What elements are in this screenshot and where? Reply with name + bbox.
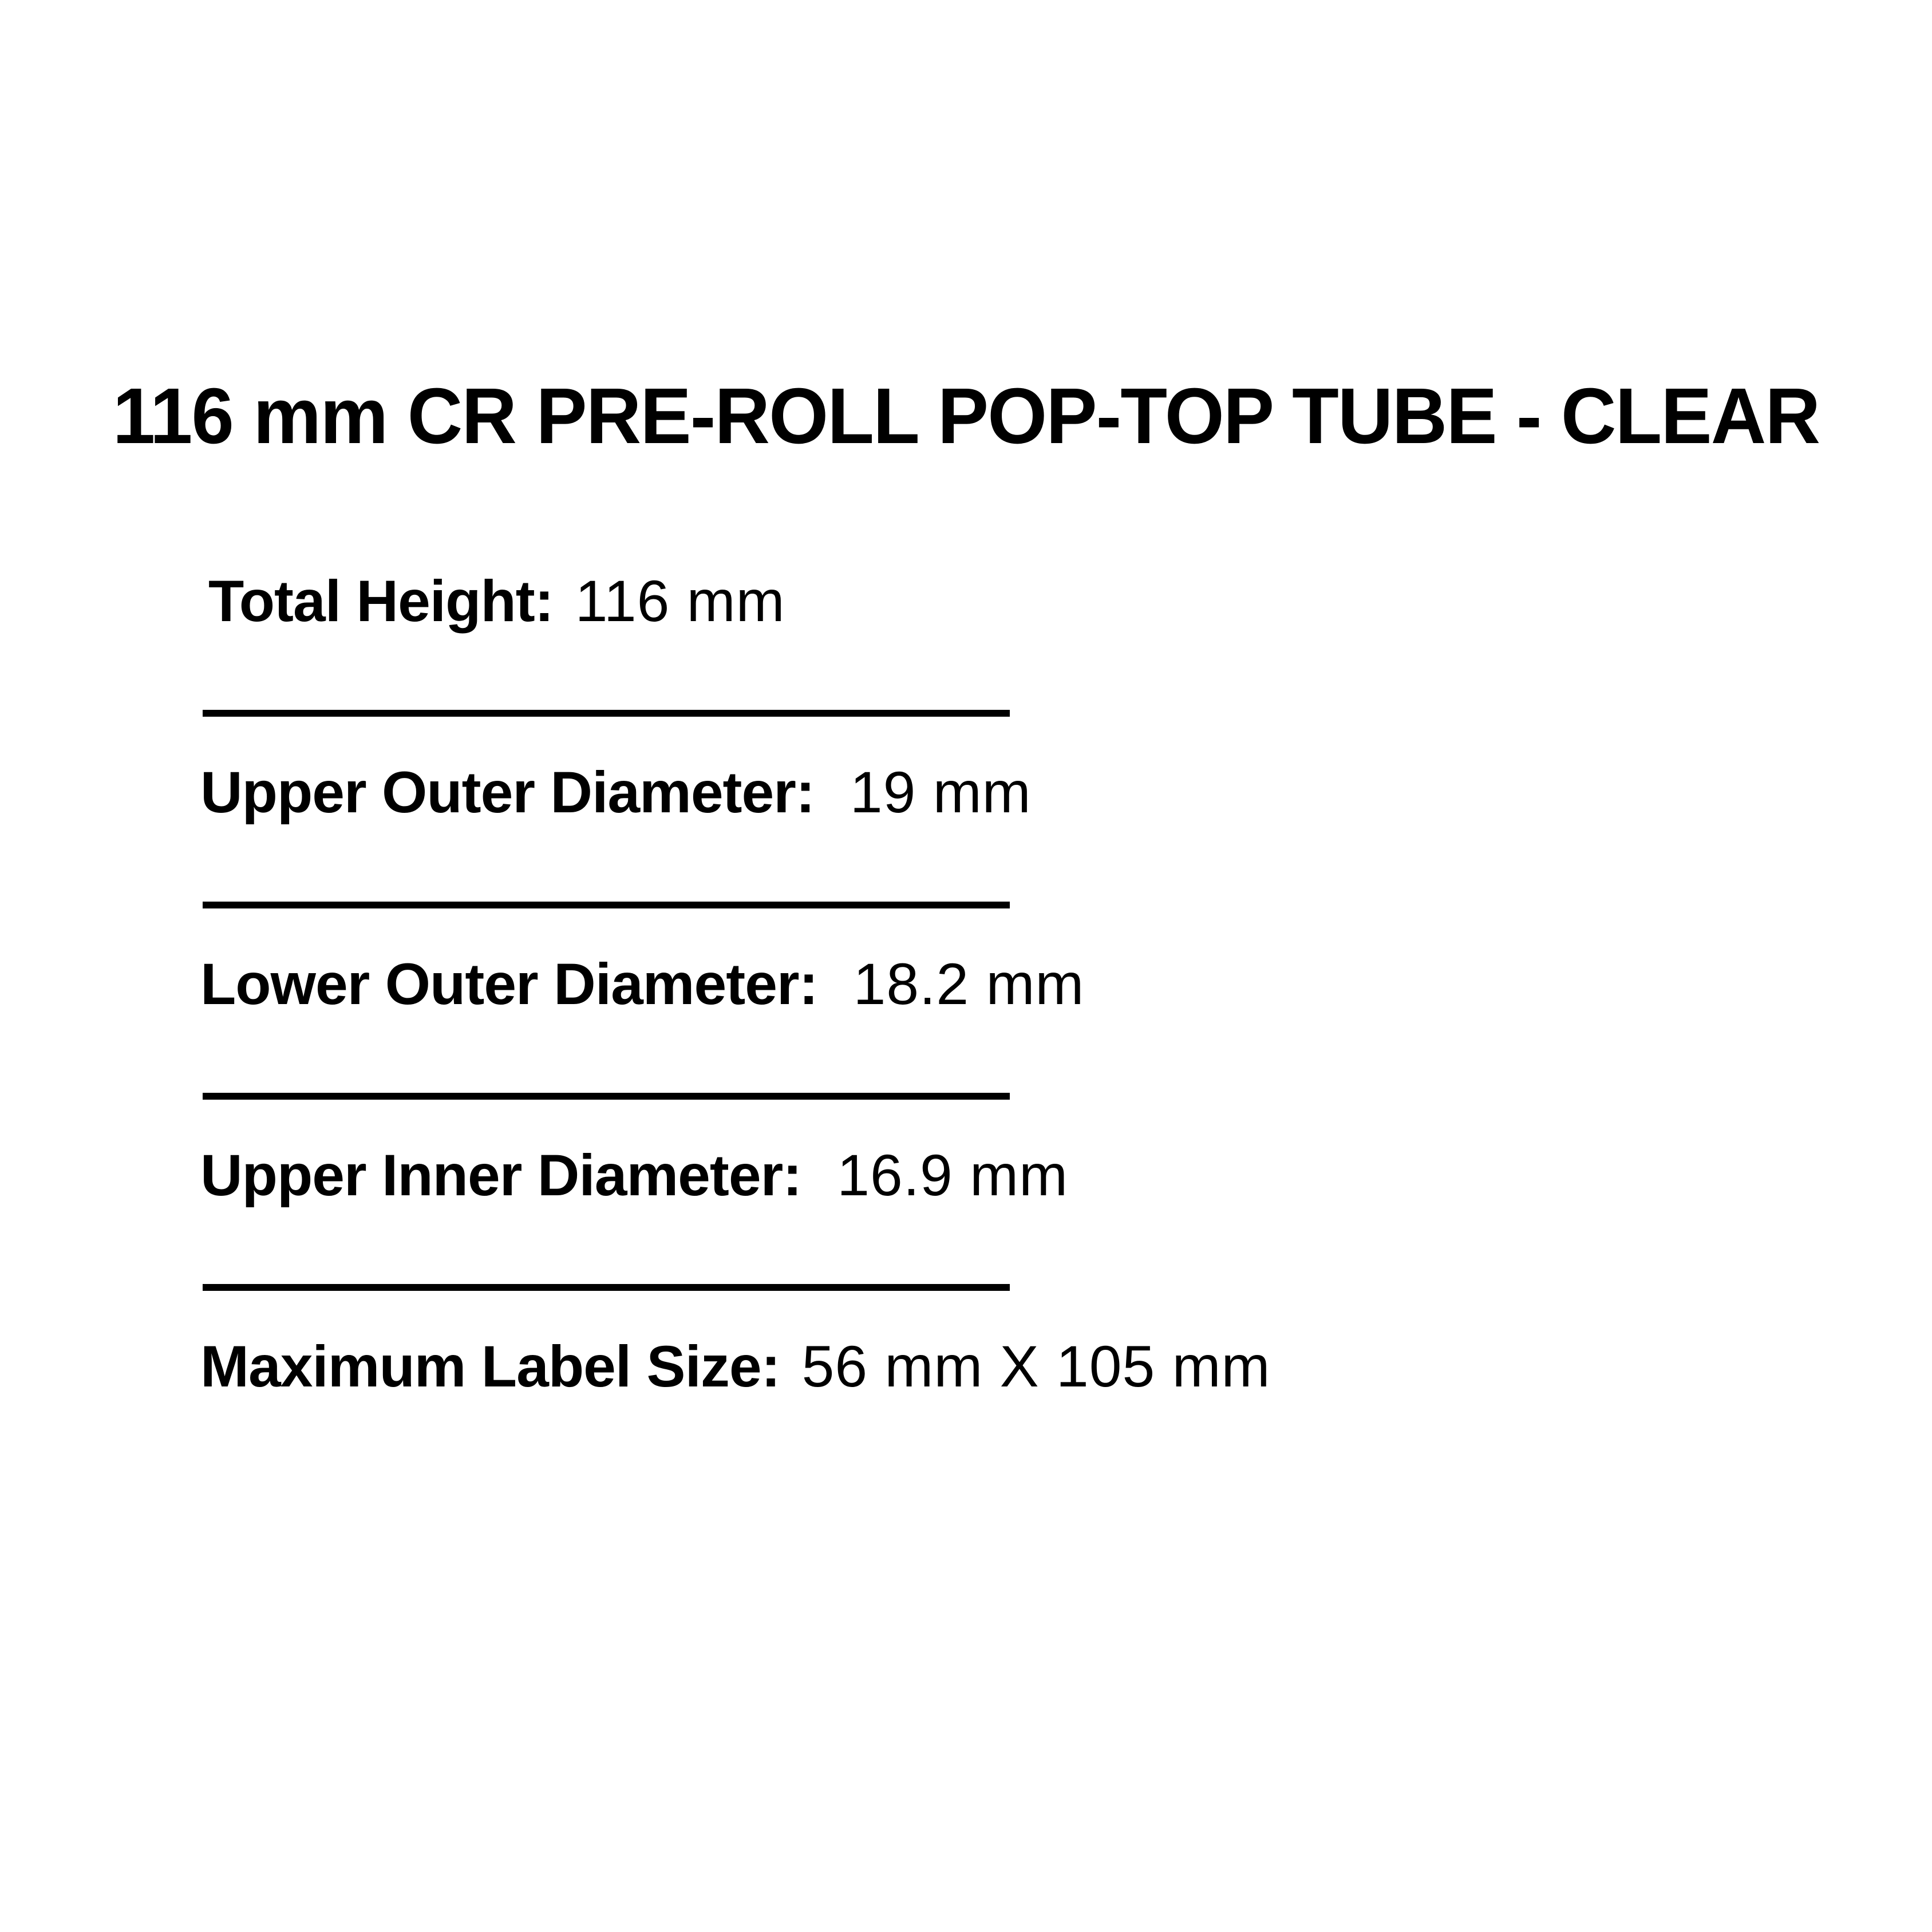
page-title: 116 mm CR PRE-ROLL POP-TOP TUBE - CLEAR	[112, 372, 1820, 460]
divider	[203, 1093, 1010, 1100]
spec-value: 56 mm X 105 mm	[801, 1334, 1271, 1400]
spec-label: Upper Outer Diameter:	[200, 760, 815, 825]
divider	[203, 1284, 1010, 1291]
spec-row-lower-outer-diameter	[200, 950, 1574, 1018]
spec-row-upper-outer-diameter	[200, 758, 1574, 827]
spec-row-maximum-label-size	[200, 1332, 1574, 1401]
spec-label: Maximum Label Size:	[200, 1334, 780, 1400]
spec-row-total-height	[200, 567, 1574, 635]
spec-label: Upper Inner Diameter:	[200, 1142, 802, 1208]
spec-value: 116 mm	[575, 568, 785, 634]
spec-value: 18.2 mm	[853, 951, 1085, 1017]
spec-value: 19 mm	[850, 760, 1032, 825]
spec-value: 16.9 mm	[837, 1142, 1069, 1208]
spec-label: Lower Outer Diameter:	[200, 951, 818, 1017]
divider	[203, 902, 1010, 908]
spec-row-upper-inner-diameter	[200, 1141, 1574, 1210]
spec-label: Total Height:	[208, 568, 554, 634]
divider	[203, 710, 1010, 717]
spec-list	[200, 567, 1574, 1401]
